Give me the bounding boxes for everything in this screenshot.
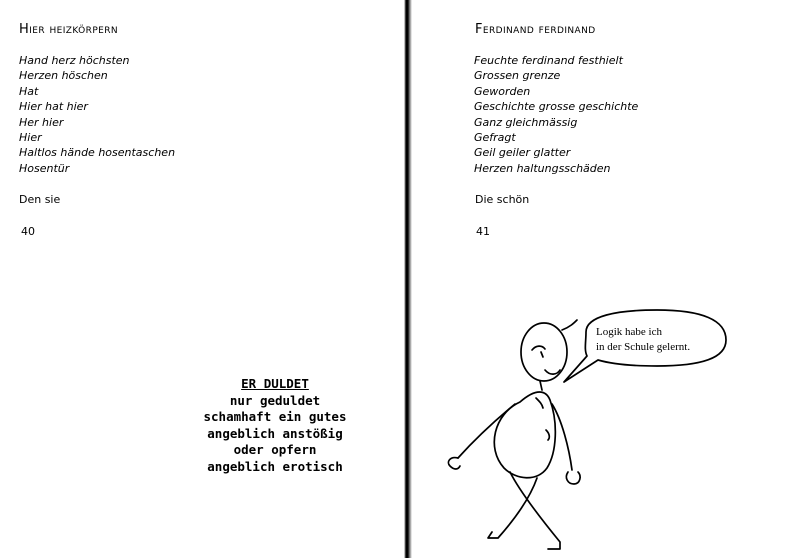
poem-line: Hier (19, 130, 42, 144)
poem-line: Herzen höschen (19, 69, 108, 83)
left-poem (19, 53, 175, 176)
face-eyes (532, 346, 545, 357)
book-spine (404, 0, 412, 558)
typed-poem-line: nur geduldet (229, 392, 321, 408)
poem-line: Her hier (19, 115, 64, 129)
typed-poem-line: schamhaft ein gutes (203, 409, 347, 424)
poem-line: Geil geiler glatter (474, 146, 571, 160)
poem-line: Hier hat hier (19, 100, 88, 114)
poem-line: Geschichte grosse geschichte (474, 100, 639, 114)
poem-line: Grossen grenze (474, 69, 561, 83)
poem-line: Ganz gleichmässig (474, 115, 578, 129)
stick-figure-drawing (412, 0, 794, 558)
left-page-title: Hier heizkörpern (19, 22, 119, 37)
left-page-number: 40 (21, 225, 35, 238)
right-leg (488, 478, 537, 538)
poem-line: Geworden (474, 84, 531, 98)
right-hand (566, 472, 580, 484)
hair-tuft (562, 320, 577, 330)
typed-poem-heading: ER DULDET (241, 376, 309, 391)
right-page-title: Ferdinand ferdinand (475, 22, 596, 37)
belly-outline (494, 392, 555, 478)
poem-line: Herzen haltungsschäden (474, 161, 611, 175)
face-mouth (545, 370, 560, 374)
navel-mark (536, 398, 549, 440)
right-page (412, 0, 794, 558)
neck-line (540, 381, 542, 390)
typed-poem (190, 376, 360, 475)
left-arm (458, 404, 515, 458)
speech-bubble-line: Logik habe ich (596, 326, 662, 338)
poem-line: Hat (19, 84, 39, 98)
typed-poem-line: angeblich erotisch (207, 458, 343, 474)
poem-line: Hand herz höchsten (19, 54, 130, 67)
right-page-number: 41 (476, 225, 490, 238)
poem-line: Feuchte ferdinand festhielt (474, 54, 623, 67)
left-hand (448, 458, 460, 469)
typed-poem-line: oder opfern (233, 442, 317, 457)
poem-line: Hosentür (19, 161, 70, 175)
poem-line: Gefragt (474, 130, 516, 144)
typed-poem-line: angeblich anstößig (207, 425, 343, 441)
right-closing-line: Die schön (475, 193, 530, 206)
poem-line: Haltlos hände hosentaschen (19, 146, 176, 160)
speech-bubble-text (596, 325, 726, 355)
head-outline (521, 323, 567, 381)
left-closing-line: Den sie (19, 193, 61, 206)
speech-bubble-line: in der Schule gelernt. (596, 341, 691, 353)
